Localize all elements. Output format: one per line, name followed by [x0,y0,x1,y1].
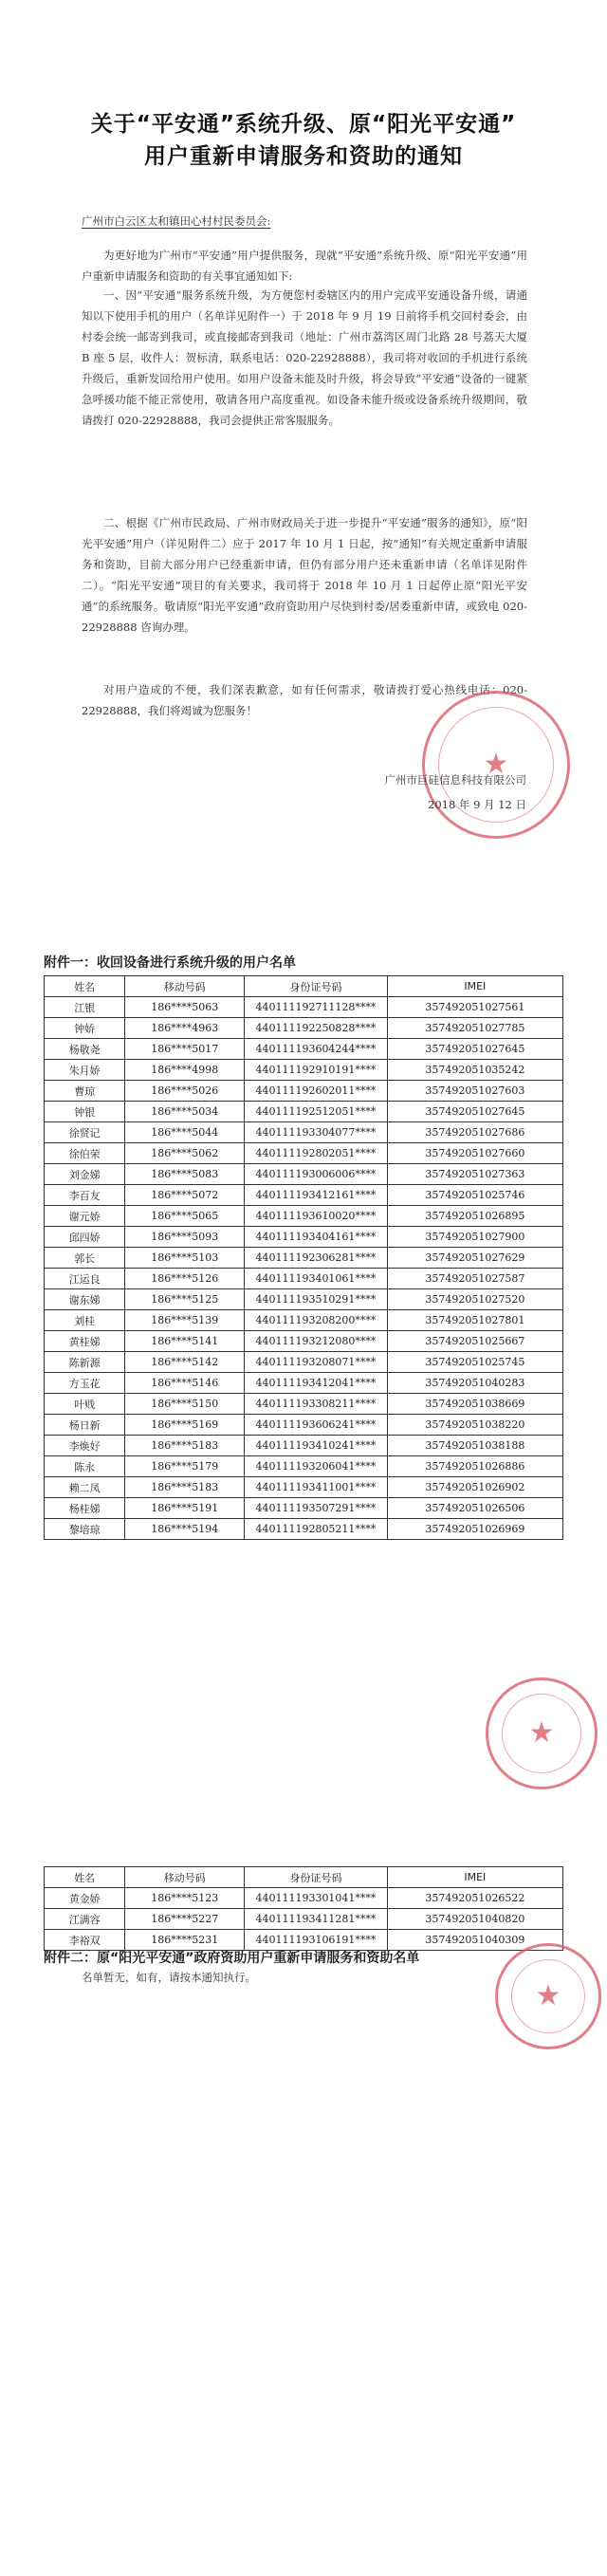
notice-section-one: 一、因“平安通”服务系统升级，为方便您村委辖区内的用户完成平安通设备升级，请通知以下使用手机的用户（名单详见附件一）于 2018 年 9 月 19 日前将手机交回村委会，由村委会统一邮寄到我司，或直接邮寄到我司（地址：广州市荔湾区周门北路 28 号荔天大厦 B 座 5 层，收件人：贺标清，联系电话：020-22928888），我司将对收回的手机进行系统升级后，重新发回给用户使用。如用户设备未能及时升级，将会导致“平安通”设备的一键紧急呼援功能不能正常使用，敬请各用户高度重视。如设备未能升级或设备系统升级期间，敬请拨打 020-22928888，我司会提供正常客服服务。 [82,288,527,427]
cell-name: 李焕好 [45,1436,125,1456]
cell-imei: 357492051026895 [387,1206,562,1227]
cell-imei: 357492051026506 [387,1498,562,1519]
cell-phone: 186****5103 [125,1248,245,1269]
cell-phone: 186****5179 [125,1456,245,1477]
cell-id: 440111192711128**** [245,997,388,1018]
cell-id: 440111193208200**** [245,1310,388,1331]
cell-id: 440111193610020**** [245,1206,388,1227]
cell-imei: 357492051026969 [387,1519,562,1540]
cell-imei: 357492051026902 [387,1477,562,1498]
cell-phone: 186****5194 [125,1519,245,1540]
table-row [45,1289,563,1310]
cell-phone: 186****5231 [125,1930,245,1951]
cell-name: 陈新源 [45,1352,125,1373]
cell-imei: 357492051027363 [387,1164,562,1185]
table-row [45,1039,563,1060]
cell-imei: 357492051027603 [387,1081,562,1102]
cell-name: 钟娇 [45,1018,125,1039]
cell-imei: 357492051038669 [387,1394,562,1415]
cell-imei: 357492051040309 [387,1930,562,1951]
cell-imei: 357492051027561 [387,997,562,1018]
cell-phone: 186****5063 [125,997,245,1018]
attachment1-title: 附件一：收回设备进行系统升级的用户名单 [44,955,296,971]
cell-id: 440111193412041**** [245,1373,388,1394]
cell-id: 440111193510291**** [245,1289,388,1310]
notice-title-line2: 用户重新申请服务和资助的通知 [144,144,463,169]
cell-id: 440111192602011**** [245,1081,388,1102]
notice-addressee: 广州市白云区太和镇田心村村民委员会: [82,214,271,228]
issue-date: 2018 年 9 月 12 日 [428,798,526,811]
cell-name: 刘桂 [45,1310,125,1331]
cell-phone: 186****5183 [125,1477,245,1498]
cell-name: 赖二凤 [45,1477,125,1498]
table-row [45,1102,563,1122]
notice-title-line1: 关于“平安通”系统升级、原“阳光平安通” [90,112,517,137]
cell-imei: 357492051026886 [387,1456,562,1477]
cell-phone: 186****5183 [125,1436,245,1456]
cell-imei: 357492051040820 [387,1909,562,1930]
attachment1-table-body [45,997,563,1540]
cell-imei: 357492051027645 [387,1102,562,1122]
attachment2-note: 名单暂无，如有，请按本通知执行。 [82,1971,256,1984]
cell-imei: 357492051027629 [387,1248,562,1269]
issuer-company: 广州市巨硅信息科技有限公司 [384,773,526,787]
cell-id: 440111193106191**** [245,1930,388,1951]
column-header-imei: IMEI [387,976,562,997]
table-row [45,1164,563,1185]
column-header-phone: 移动号码 [125,1867,245,1888]
cell-imei: 357492051026522 [387,1888,562,1909]
cell-name: 朱月娇 [45,1060,125,1081]
cell-id: 440111193404161**** [245,1227,388,1248]
cell-phone: 186****4963 [125,1018,245,1039]
table-header-row [45,976,563,997]
cell-id: 440111193304077**** [245,1122,388,1143]
cell-name: 徐伯荣 [45,1143,125,1164]
cell-id: 440111193006006**** [245,1164,388,1185]
cell-imei: 357492051027587 [387,1269,562,1289]
cell-imei: 357492051027660 [387,1143,562,1164]
table-row [45,1519,563,1540]
table-row [45,1373,563,1394]
cell-imei: 357492051027645 [387,1039,562,1060]
cell-name: 李百友 [45,1185,125,1206]
cell-name: 黄桂娣 [45,1331,125,1352]
table-row [45,1477,563,1498]
cell-imei: 357492051027686 [387,1122,562,1143]
cell-id: 440111193604244**** [245,1039,388,1060]
cell-phone: 186****5072 [125,1185,245,1206]
cell-phone: 186****5065 [125,1206,245,1227]
cell-id: 440111193606241**** [245,1415,388,1436]
cell-id: 440111192805211**** [245,1519,388,1540]
cell-phone: 186****5146 [125,1373,245,1394]
cell-phone: 186****5026 [125,1081,245,1102]
cell-id: 440111192306281**** [245,1248,388,1269]
table-row [45,1248,563,1269]
table-row [45,1122,563,1143]
cell-imei: 357492051027801 [387,1310,562,1331]
cell-imei: 357492051035242 [387,1060,562,1081]
company-seal-icon: ★ [495,1943,601,2049]
notice-section-two: 二、根据《广州市民政局、广州市财政局关于进一步提升“平安通”服务的通知》，原“阳光平安通”用户（详见附件二）应于 2017 年 10 月 1 日起，按“通知”有关规定重新申请服务和资助，目前大部分用户已经重新申请，但仍有部分用户还未重新申请（名单详见附件二）。“阳光平安通”项目的有关要求，我司将于 2018 年 10 月 1 日起停止原“阳光平安通”的系统服务。敬请原“阳光平安通”政府资助用户尽快到村委/居委重新申请，或致电 020-22928888 咨询办理。 [82,516,527,634]
cell-name: 刘金娣 [45,1164,125,1185]
column-header-name: 姓名 [45,976,125,997]
cell-phone: 186****5227 [125,1909,245,1930]
cell-id: 440111193208071**** [245,1352,388,1373]
cell-name: 杨桂娣 [45,1498,125,1519]
cell-phone: 186****4998 [125,1060,245,1081]
cell-imei: 357492051025746 [387,1185,562,1206]
cell-name: 江满容 [45,1909,125,1930]
table-row [45,1185,563,1206]
cell-name: 谢东娣 [45,1289,125,1310]
table-row [45,1018,563,1039]
cell-imei: 357492051027520 [387,1289,562,1310]
table-row [45,1310,563,1331]
table-row [45,1206,563,1227]
cell-phone: 186****5123 [125,1888,245,1909]
table-header-row [45,1867,563,1888]
cell-phone: 186****5034 [125,1102,245,1122]
table-row [45,1143,563,1164]
cell-phone: 186****5125 [125,1289,245,1310]
table-row [45,1909,563,1930]
table-row [45,1227,563,1248]
notice-closing-paragraph: 对用户造成的不便，我们深表歉意，如有任何需求，敬请拨打爱心热线电话：020-22928888，我们将竭诚为您服务！ [82,683,527,717]
table-row [45,1352,563,1373]
table-row [45,1436,563,1456]
column-header-phone: 移动号码 [125,976,245,997]
page-divider [0,854,607,873]
table-row [45,1498,563,1519]
table-row [45,1269,563,1289]
cell-name: 郭长 [45,1248,125,1269]
cell-id: 440111193301041**** [245,1888,388,1909]
cell-phone: 186****5191 [125,1498,245,1519]
cell-name: 李裕双 [45,1930,125,1951]
column-header-name: 姓名 [45,1867,125,1888]
cell-phone: 186****5139 [125,1310,245,1331]
table-row [45,997,563,1018]
cell-imei: 357492051027900 [387,1227,562,1248]
column-header-imei: IMEI [387,1867,562,1888]
cell-imei: 357492051027785 [387,1018,562,1039]
cell-name: 钟银 [45,1102,125,1122]
company-seal-icon: ★ [422,691,570,839]
cell-phone: 186****5142 [125,1352,245,1373]
cell-name: 陈永 [45,1456,125,1477]
attachment1-continued-table-body [45,1888,563,1951]
cell-id: 440111193401061**** [245,1269,388,1289]
cell-id: 440111193308211**** [245,1394,388,1415]
cell-name: 江银 [45,997,125,1018]
cell-name: 曹琼 [45,1081,125,1102]
cell-imei: 357492051038188 [387,1436,562,1456]
attachment2-title: 附件二：原“阳光平安通”政府资助用户重新申请服务和资助名单 [44,1951,420,1966]
cell-phone: 186****5141 [125,1331,245,1352]
cell-name: 邱四娇 [45,1227,125,1248]
cell-name: 杨敬尧 [45,1039,125,1060]
cell-id: 440111193212080**** [245,1331,388,1352]
attachment1-table [44,975,563,1540]
cell-phone: 186****5083 [125,1164,245,1185]
cell-imei: 357492051025667 [387,1331,562,1352]
cell-name: 叶贱 [45,1394,125,1415]
cell-name: 徐贤记 [45,1122,125,1143]
cell-id: 440111193507291**** [245,1498,388,1519]
cell-name: 谢元娇 [45,1206,125,1227]
cell-name: 江运良 [45,1269,125,1289]
company-seal-icon: ★ [486,1677,598,1789]
notice-page [0,0,607,854]
table-row [45,1060,563,1081]
cell-imei: 357492051040283 [387,1373,562,1394]
cell-name: 黎培琼 [45,1519,125,1540]
cell-id: 440111193411001**** [245,1477,388,1498]
cell-phone: 186****5017 [125,1039,245,1060]
cell-id: 440111192512051**** [245,1102,388,1122]
table-row [45,1081,563,1102]
cell-id: 440111193410241**** [245,1436,388,1456]
table-row [45,1394,563,1415]
table-row [45,1888,563,1909]
cell-name: 黄金娇 [45,1888,125,1909]
cell-phone: 186****5150 [125,1394,245,1415]
cell-id: 440111192910191**** [245,1060,388,1081]
cell-id: 440111193206041**** [245,1456,388,1477]
table-row [45,1456,563,1477]
cell-id: 440111192250828**** [245,1018,388,1039]
column-header-id: 身份证号码 [245,1867,388,1888]
cell-imei: 357492051038220 [387,1415,562,1436]
cell-phone: 186****5093 [125,1227,245,1248]
cell-id: 440111193411281**** [245,1909,388,1930]
cell-phone: 186****5044 [125,1122,245,1143]
column-header-id: 身份证号码 [245,976,388,997]
cell-name: 杨日新 [45,1415,125,1436]
table-row [45,1415,563,1436]
attachment1-continued-table [44,1866,563,1951]
cell-imei: 357492051025745 [387,1352,562,1373]
cell-phone: 186****5126 [125,1269,245,1289]
cell-id: 440111192802051**** [245,1143,388,1164]
notice-intro-paragraph: 为更好地为广州市“平安通”用户提供服务，现就“平安通”系统升级、原“阳光平安通”用户重新申请服务和资助的有关事宜通知如下: [82,249,527,283]
table-row [45,1331,563,1352]
cell-phone: 186****5062 [125,1143,245,1164]
cell-phone: 186****5169 [125,1415,245,1436]
cell-id: 440111193412161**** [245,1185,388,1206]
cell-name: 方玉花 [45,1373,125,1394]
